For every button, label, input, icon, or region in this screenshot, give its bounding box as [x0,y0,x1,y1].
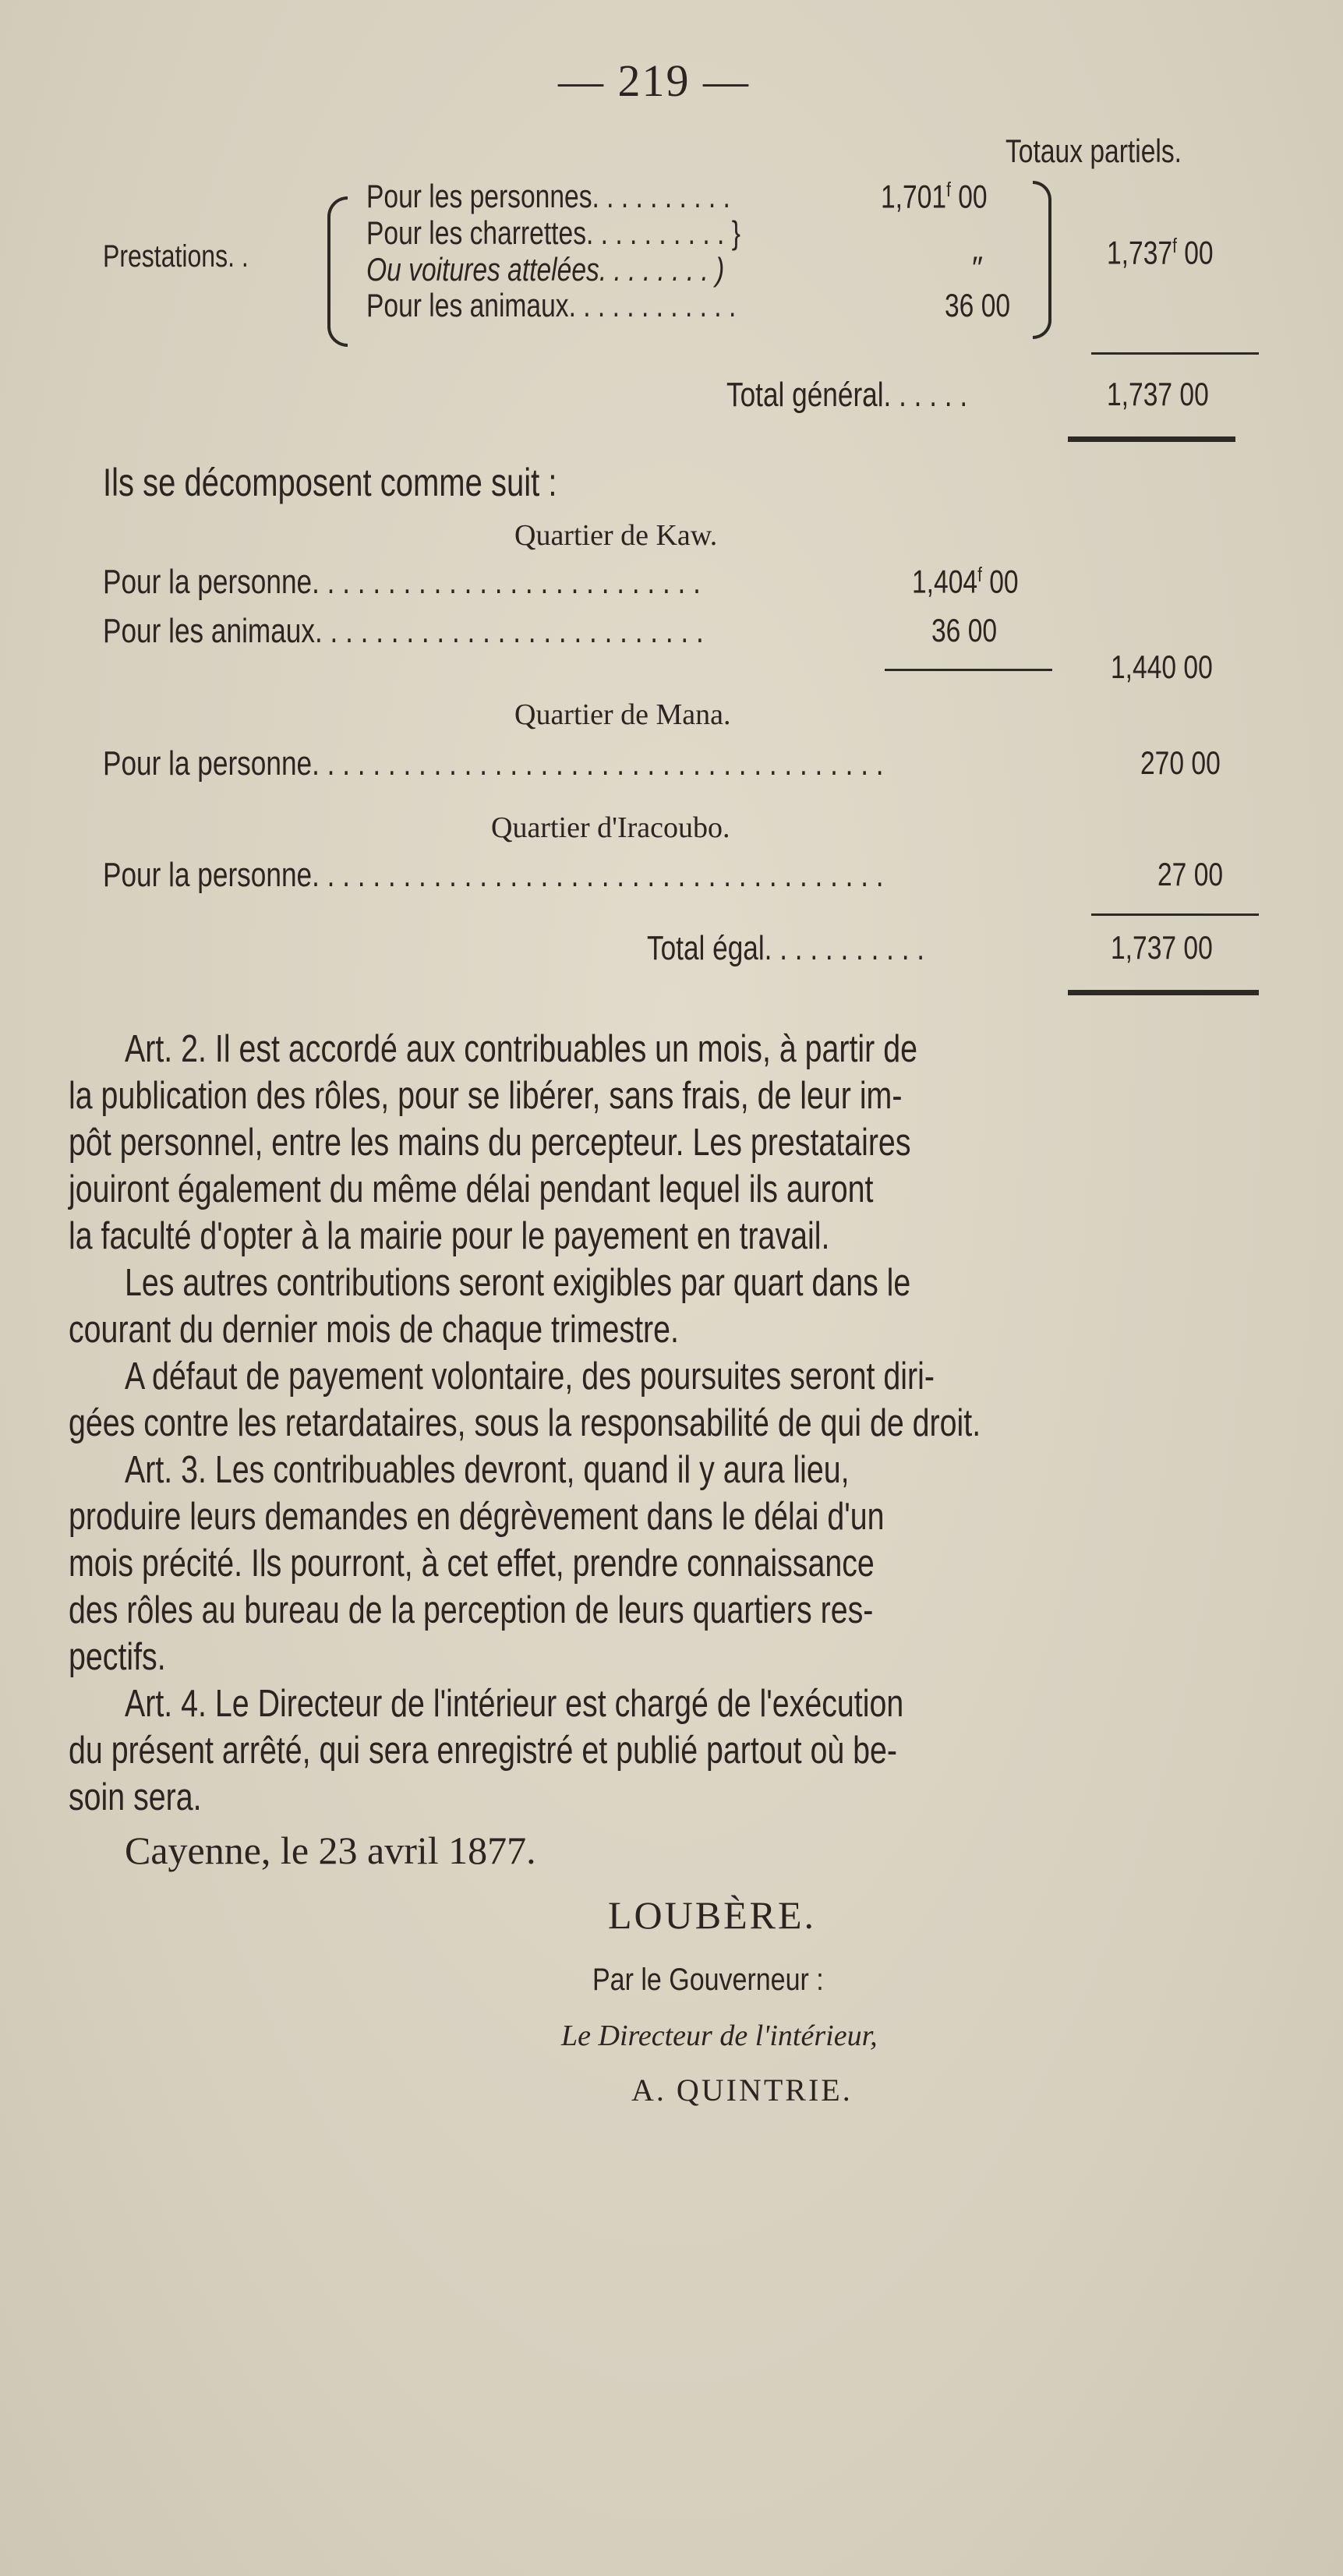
partial-total-amount: 1,737$^f$ 00 [1107,234,1214,271]
decomposition-intro: Ils se décomposent comme suit : [103,461,557,504]
page-number: — 219 — [558,55,750,106]
line-vehicles-amount: ″ [970,251,982,285]
prestations-label: Prestations. . [103,239,249,274]
kaw-person-amount: 1,404$^f$ 00 [912,563,1019,600]
kaw-heading: Quartier de Kaw. [514,519,718,552]
director-title: Le Directeur de l'intérieur, [561,2019,878,2052]
right-brace [1033,181,1051,339]
subtotal-rule [1091,352,1259,355]
article-line: produire leurs demandes en dégrèvement dans le délai d'un [69,1496,885,1538]
kaw-rule [885,669,1052,671]
article-line: Art. 4. Le Directeur de l'intérieur est chargé de l'exécution [125,1683,904,1725]
article-line: Art. 2. Il est accordé aux contribuables un mois, à partir de [125,1028,917,1070]
mana-heading: Quartier de Mana. [514,698,731,731]
line-persons-amount: 1,701$^f$ 00 [881,178,988,215]
article-line: mois précité. Ils pourront, à cet effet, prendre connaissance [69,1542,875,1585]
article-line: Art. 3. Les contribuables devront, quand il y aura lieu, [125,1449,850,1491]
total-equal-value: 1,737 00 [1111,929,1213,966]
kaw-subtotal: 1,440 00 [1111,648,1213,685]
director-name: A. QUINTRIE. [631,2072,853,2108]
article-line: courant du dernier mois de chaque trimestre. [69,1309,679,1351]
article-line: jouiront également du même délai pendant lequel ils auront [69,1168,874,1210]
general-total-label: Total général. . . . . . [726,376,968,414]
line-persons-label: Pour les personnes. . . . . . . . . . [366,178,730,214]
total-equal-label: Total égal. . . . . . . . . . . [647,929,925,967]
article-line: pectifs. [69,1636,166,1678]
article-line: pôt personnel, entre les mains du percepteur. Les prestataires [69,1122,911,1164]
line-animals-amount: 36 00 [945,287,1011,323]
iracoubo-person-label: Pour la personne. . . . . . . . . . . . . . . . . . . . . . . . . . . . . . . . . . . . . . [103,856,884,894]
line-animals-label: Pour les animaux. . . . . . . . . . . . [366,287,737,323]
mana-person-value: 270 00 [1140,744,1221,781]
by-order: Par le Gouverneur : [592,1963,824,1997]
iracoubo-person-value: 27 00 [1157,856,1224,892]
line-vehicles-label: Ou voitures attelées. . . . . . . . ) [366,251,725,288]
article-line: la publication des rôles, pour se libérer, sans frais, de leur im- [69,1075,903,1117]
kaw-person-label: Pour la personne. . . . . . . . . . . . . . . . . . . . . . . . . . [103,563,701,601]
kaw-animals-label: Pour les animaux. . . . . . . . . . . . . . . . . . . . . . . . . . [103,612,704,650]
article-line: la faculté d'opter à la mairie pour le payement en travail. [69,1215,830,1257]
article-line: A défaut de payement volontaire, des poursuites seront diri- [125,1355,935,1398]
mana-person-label: Pour la personne. . . . . . . . . . . . . . . . . . . . . . . . . . . . . . . . . . . . . . [103,744,884,783]
final-subtotal-rule [1091,913,1259,916]
place-date: Cayenne, le 23 avril 1877. [125,1829,536,1872]
general-total-value: 1,737 00 [1107,376,1209,412]
left-brace [327,196,348,347]
signatory: LOUBÈRE. [608,1893,817,1937]
partial-totals-header: Totaux partiels. [1005,133,1182,169]
article-line: du présent arrêté, qui sera enregistré et publié partout où be- [69,1730,898,1772]
total-double-rule [1068,436,1235,442]
article-line: des rôles au bureau de la perception de leurs quartiers res- [69,1589,874,1631]
article-line: Les autres contributions seront exigibles par quart dans le [125,1262,911,1304]
article-line: soin sera. [69,1776,202,1818]
line-carts-label: Pour les charrettes. . . . . . . . . . } [366,214,740,251]
final-total-rule [1068,990,1259,995]
iracoubo-heading: Quartier d'Iracoubo. [491,811,730,844]
article-line: gées contre les retardataires, sous la responsabilité de qui de droit. [69,1402,981,1444]
kaw-animals-value: 36 00 [931,612,998,648]
